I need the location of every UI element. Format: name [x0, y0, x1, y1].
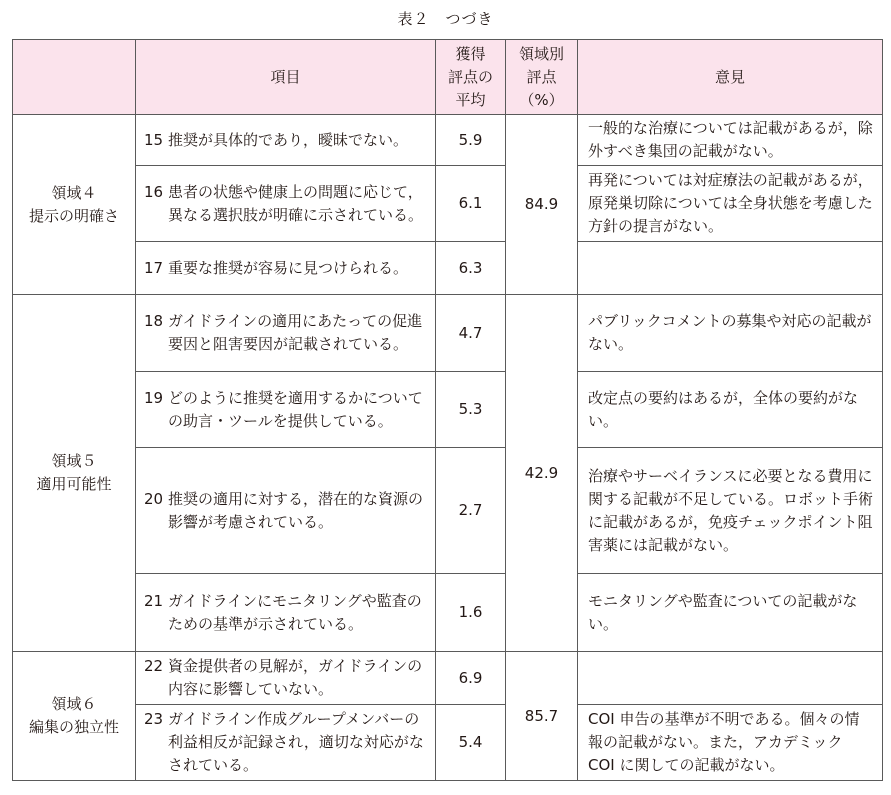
opinion-cell: COI 申告の基準が不明である。個々の情報の記載がない。また，アカデミック COI に関しての記載がない。	[578, 705, 883, 781]
domain-4-percent: 84.9	[506, 115, 578, 295]
item-cell: 22 資金提供者の見解が，ガイドラインの内容に影響していない。	[136, 652, 436, 705]
item-cell: 20 推奨の適用に対する，潜在的な資源の影響が考慮されている。	[136, 448, 436, 574]
header-item: 項目	[136, 40, 436, 115]
opinion-cell	[578, 652, 883, 705]
score-cell: 5.3	[436, 372, 506, 448]
domain-4-label: 領域４ 提示の明確さ	[13, 115, 136, 295]
table-row	[13, 166, 883, 242]
opinion-cell: 治療やサーベイランスに必要となる費用に関する記載が不足している。ロボット手術に記載があるが，免疫チェックポイント阻害薬には記載がない。	[578, 448, 883, 574]
domain-5-label: 領域５ 適用可能性	[13, 295, 136, 652]
table-row	[13, 705, 883, 781]
score-cell: 6.3	[436, 242, 506, 295]
table-row	[13, 574, 883, 652]
table-row	[13, 372, 883, 448]
header-opinion: 意見	[578, 40, 883, 115]
table-header-row	[13, 40, 883, 115]
opinion-cell	[578, 242, 883, 295]
item-cell: 17 重要な推奨が容易に見つけられる。	[136, 242, 436, 295]
opinion-cell: 一般的な治療については記載があるが，除外すべき集団の記載がない。	[578, 115, 883, 166]
header-domain	[13, 40, 136, 115]
score-cell: 5.4	[436, 705, 506, 781]
score-cell: 6.1	[436, 166, 506, 242]
score-cell: 6.9	[436, 652, 506, 705]
item-cell: 23 ガイドライン作成グループメンバーの利益相反が記録され，適切な対応がなされている。	[136, 705, 436, 781]
header-score: 獲得 評点の 平均	[436, 40, 506, 115]
domain-6-percent: 85.7	[506, 652, 578, 781]
item-cell: 15 推奨が具体的であり，曖昧でない。	[136, 115, 436, 166]
opinion-cell: 改定点の要約はあるが，全体の要約がない。	[578, 372, 883, 448]
header-domain-percent: 領域別 評点 （%）	[506, 40, 578, 115]
item-cell: 19 どのように推奨を適用するかについての助言・ツールを提供している。	[136, 372, 436, 448]
score-cell: 4.7	[436, 295, 506, 372]
evaluation-table	[12, 39, 883, 781]
item-cell: 16 患者の状態や健康上の問題に応じて，異なる選択肢が明確に示されている。	[136, 166, 436, 242]
opinion-cell: パブリックコメントの募集や対応の記載がない。	[578, 295, 883, 372]
table-row	[13, 652, 883, 705]
score-cell: 1.6	[436, 574, 506, 652]
item-cell: 21 ガイドラインにモニタリングや監査のための基準が示されている。	[136, 574, 436, 652]
domain-5-percent: 42.9	[506, 295, 578, 652]
score-cell: 5.9	[436, 115, 506, 166]
table-row	[13, 448, 883, 574]
domain-6-label: 領域６ 編集の独立性	[13, 652, 136, 781]
opinion-cell: モニタリングや監査についての記載がない。	[578, 574, 883, 652]
table-row	[13, 115, 883, 166]
score-cell: 2.7	[436, 448, 506, 574]
opinion-cell: 再発については対症療法の記載があるが，原発巣切除については全身状態を考慮した方針の提言がない。	[578, 166, 883, 242]
table-row	[13, 242, 883, 295]
table-row	[13, 295, 883, 372]
item-cell: 18 ガイドラインの適用にあたっての促進要因と阻害要因が記載されている。	[136, 295, 436, 372]
table-caption: 表２ つづき	[397, 10, 494, 28]
